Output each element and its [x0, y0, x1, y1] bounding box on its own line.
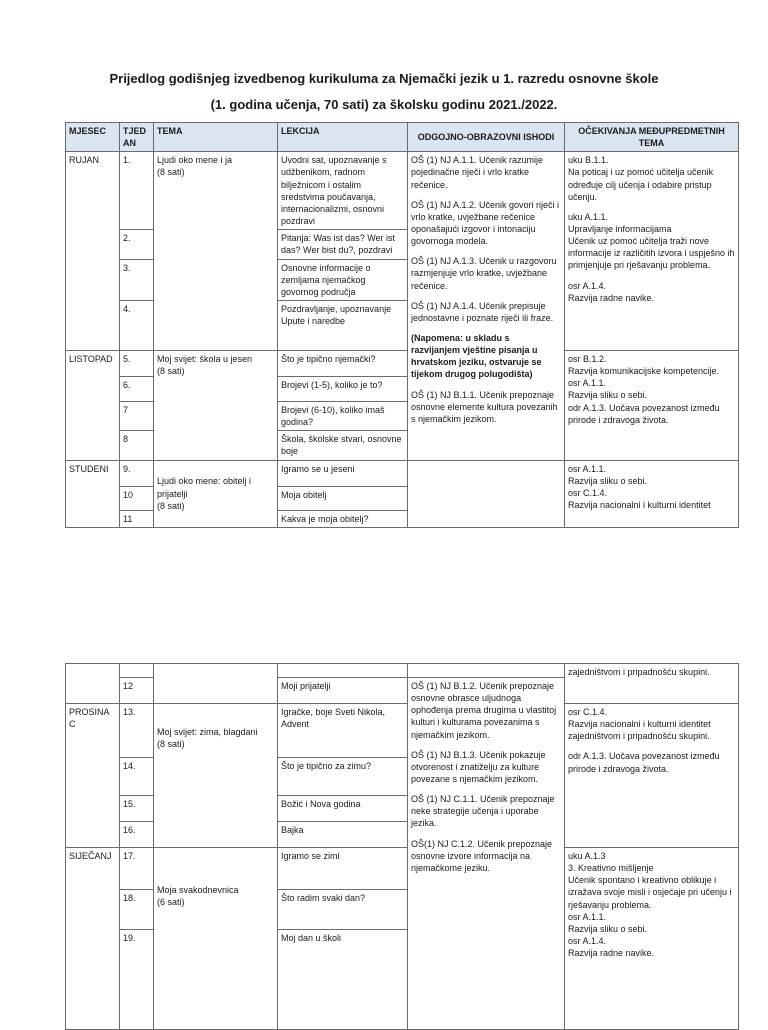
- expectation-line: Učenik uz pomoć učitelja traži nove informacije iz različitih izvora i uspješno ih primjenjuje pri rješavanju problema.: [568, 236, 735, 271]
- theme-hours: (8 sati): [157, 366, 185, 377]
- theme-cell-empty: [154, 664, 278, 704]
- table-row: [66, 704, 739, 758]
- expectation-line: uku A.1.3: [568, 851, 606, 861]
- lesson-cell: Moji prijatelji: [278, 678, 408, 704]
- outcome-text: OŠ (1) NJ C.1.1. Učenik prepoznaje neke strategije učenja i uporabe jezika.: [411, 794, 555, 829]
- expectations-cell: [565, 704, 739, 848]
- expectations-cell: [565, 460, 739, 527]
- expectation-line: Razvija komunikacijske kompetencije.: [568, 366, 720, 377]
- theme-hours: (8 sati): [157, 167, 185, 178]
- table-row: [66, 848, 739, 890]
- week-cell: 16.: [120, 822, 154, 848]
- lesson-cell: Moj dan u školi: [278, 930, 408, 1030]
- header-row: [66, 123, 739, 152]
- theme-cell: [154, 704, 278, 848]
- expectation-line: osr A.1.1.: [568, 378, 607, 389]
- expectation-line: uku A.1.1.: [568, 211, 609, 222]
- table-row: [66, 350, 739, 376]
- outcomes-cell-empty: [408, 460, 565, 527]
- expectation-line: Razvija sliku o sebi.: [568, 475, 648, 486]
- expectation-line: odr A.1.3. Uočava povezanost između prirode i zdravoga života.: [568, 751, 720, 774]
- header-tema: TEMA: [154, 123, 278, 152]
- outcome-text: OŠ (1) NJ A.1.1. Učenik razumije pojedinačne riječi i vrlo kratke rečenice.: [411, 155, 544, 190]
- table-row: [66, 664, 739, 678]
- outcome-note: (Napomena: u skladu s razvijanjem vještine pisanja u hrvatskom jeziku, ostvaruje se tijekom drugog polugodišta): [411, 332, 542, 380]
- lesson-cell: Brojevi (1-5), koliko je to?: [278, 376, 408, 401]
- lesson-cell: Brojevi (6-10), koliko imaš godina?: [278, 401, 408, 430]
- lesson-cell: Igramo se zimi: [278, 848, 408, 890]
- week-cell: 3.: [120, 259, 154, 300]
- outcome-text: OŠ (1) NJ B.1.1. Učenik prepoznaje osnovne elemente kultura povezanih s njemačkim jezikom.: [411, 389, 558, 424]
- lesson-cell: Moja obitelj: [278, 486, 408, 510]
- expectations-cell: [565, 848, 739, 1030]
- header-tjedan: TJED AN: [120, 123, 154, 152]
- curriculum-table-continued: [65, 663, 739, 1030]
- expectation-line: Upravljanje informacijama: [568, 223, 672, 234]
- week-cell: 6.: [120, 376, 154, 401]
- theme-cell: [154, 460, 278, 527]
- theme-cell: [154, 152, 278, 351]
- expectation-line: Razvija sliku o sebi.: [568, 923, 648, 934]
- expectation-line: Učenik spontano i kreativno oblikuje i izražava svoje misli i osjećaje pri učenju i rješavanju problema.: [568, 875, 732, 910]
- document-title: Prijedlog godišnjeg izvedbenog kurikuluma za Njemački jezik u 1. razredu osnovne škole: [109, 71, 659, 86]
- theme-cell: [154, 350, 278, 460]
- week-cell: 14.: [120, 758, 154, 796]
- week-cell: 2.: [120, 230, 154, 259]
- outcome-text: OŠ (1) NJ B.1.3. Učenik pokazuje otvorenost i znatiželju za kulture povezane s njemačkim jezikom.: [411, 749, 546, 784]
- theme-name: Moja svakodnevnica: [157, 885, 239, 895]
- week-cell: 10: [120, 486, 154, 510]
- table-row: [66, 152, 739, 230]
- expectation-line: osr A.1.4.: [568, 280, 607, 291]
- lesson-cell: Igračke, boje Sveti Nikola, Advent: [278, 704, 408, 758]
- lesson-cell: Uvodni sat, upoznavanje s udžbenikom, radnom bilježnicom i ostalim sredstvima poučavanja, internacionalizmi, osnovni pozdravi: [278, 152, 408, 230]
- expectation-line: osr C.1.4.: [568, 707, 608, 717]
- outcome-text: OŠ (1) NJ A.1.4. Učenik prepisuje jednostavne i poznate riječi ili fraze.: [411, 300, 554, 323]
- lesson-cell: Bajka: [278, 822, 408, 848]
- header-ocekivanja: OČEKIVANJA MEĐUPREDMETNIH TEMA: [565, 123, 739, 152]
- lesson-cell-empty: [278, 664, 408, 678]
- theme-name: Moj svijet: zima, blagdani: [157, 727, 258, 737]
- expectation-line: osr C.1.4.: [568, 487, 608, 498]
- header-lekcija: LEKCIJA: [278, 123, 408, 152]
- expectation-line: osr A.1.1.: [568, 463, 607, 474]
- lesson-cell: Osnovne informacije o zemljama njemačkog govornog područja: [278, 259, 408, 300]
- expectation-line: 3. Kreativno mišljenje: [568, 863, 654, 874]
- theme-hours: (8 sati): [157, 739, 185, 750]
- expectation-line: osr A.1.1.: [568, 911, 607, 922]
- month-cell: LISTOPAD: [66, 350, 120, 460]
- expectation-line: Razvija nacionalni i kulturni identitet: [568, 499, 711, 510]
- week-cell: 17.: [120, 848, 154, 890]
- lesson-cell: Škola, školske stvari, osnovne boje: [278, 431, 408, 460]
- lesson-cell: Što je tipično njemački?: [278, 350, 408, 376]
- outcome-text: OŠ (1) NJ A.1.3. Učenik u razgovoru razmjenjuje vrlo kratke, uvježbane rečenice.: [411, 256, 557, 291]
- outcome-text: OŠ (1) NJ A.1.2. Učenik govori riječi i vrlo kratke, uvježbane rečenice oponašajući izgovor i intonaciju govornoga modela.: [411, 199, 560, 247]
- week-cell: 15.: [120, 796, 154, 822]
- expectation-line: osr A.1.4.: [568, 935, 607, 946]
- lesson-cell: Pitanja: Was ist das? Wer ist das? Wer bist du?, pozdravi: [278, 230, 408, 259]
- month-cell-empty: [66, 664, 120, 704]
- expectation-line: osr B.1.2.: [568, 353, 607, 364]
- week-cell: 7: [120, 401, 154, 430]
- theme-name: Ljudi oko mene i ja: [157, 155, 233, 166]
- expectation-line: Razvija nacionalni i kulturni identitet zajedništvom i pripadnošću skupini.: [568, 719, 711, 742]
- lesson-cell: Igramo se u jeseni: [278, 460, 408, 486]
- week-cell: 11: [120, 510, 154, 527]
- month-cell: PROSINA C: [66, 704, 120, 848]
- lesson-cell: Kakva je moja obitelj?: [278, 510, 408, 527]
- theme-cell: [154, 848, 278, 1030]
- week-cell: 18.: [120, 890, 154, 930]
- week-cell: 1.: [120, 152, 154, 230]
- week-cell: 8: [120, 431, 154, 460]
- expectations-cell: [565, 152, 739, 351]
- curriculum-table: [65, 122, 739, 528]
- lesson-cell: Što radim svaki dan?: [278, 890, 408, 930]
- month-cell: SIJEČANJ: [66, 848, 120, 1030]
- month-cell: STUDENI: [66, 460, 120, 527]
- expectation-line: odr A.1.3. Uočava povezanost između prirode i zdravoga života.: [568, 402, 720, 425]
- expectations-cell: [565, 350, 739, 460]
- month-cell: RUJAN: [66, 152, 120, 351]
- expectation-line: uku B.1.1.: [568, 155, 609, 166]
- theme-name: Ljudi oko mene: obitelj i prijatelji: [157, 476, 252, 499]
- outcome-text: OŠ(1) NJ C.1.2. Učenik prepoznaje osnovne izvore informacija na njemačkome jeziku.: [411, 838, 553, 873]
- week-cell: 5.: [120, 350, 154, 376]
- header-mjesec: MJESEC: [66, 123, 120, 152]
- week-cell: 4.: [120, 300, 154, 350]
- week-cell: 19.: [120, 930, 154, 1030]
- week-cell: 9.: [120, 460, 154, 486]
- expectations-cell: zajedništvom i pripadnošću skupini.: [565, 664, 739, 704]
- outcomes-cell: [408, 152, 565, 460]
- week-cell: 13.: [120, 704, 154, 758]
- outcomes-cell-empty: [408, 664, 565, 678]
- expectation-line: Razvija sliku o sebi.: [568, 390, 648, 401]
- week-cell: 12: [120, 678, 154, 704]
- expectation-line: Razvija radne navike.: [568, 292, 655, 303]
- outcomes-cell: [408, 678, 565, 1030]
- document-subtitle: (1. godina učenja, 70 sati) za školsku godinu 2021./2022.: [210, 97, 558, 112]
- theme-name: Moj svijet: škola u jesen: [157, 353, 253, 364]
- lesson-cell: Što je tipično za zimu?: [278, 758, 408, 796]
- outcome-text: OŠ (1) NJ B.1.2. Učenik prepoznaje osnovne obrasce uljudnoga ophođenja prema drugima u vlastitoj kulturi i kulturama povezanima s njemačkim jezikom.: [411, 681, 557, 740]
- table-row: [66, 460, 739, 486]
- lesson-cell: Pozdravljanje, upoznavanje Upute i naredbe: [278, 300, 408, 350]
- expectation-line: Na poticaj i uz pomoć učitelja učenik određuje cilj učenja i odabire pristup učenju.: [568, 167, 714, 202]
- header-ishodi: ODGOJNO-OBRAZOVNI ISHODI: [408, 123, 565, 152]
- theme-hours: (8 sati): [157, 500, 185, 511]
- week-cell-empty: [120, 664, 154, 678]
- theme-hours: (6 sati): [157, 897, 185, 908]
- expectation-line: Razvija radne navike.: [568, 948, 655, 959]
- lesson-cell: Božić i Nova godina: [278, 796, 408, 822]
